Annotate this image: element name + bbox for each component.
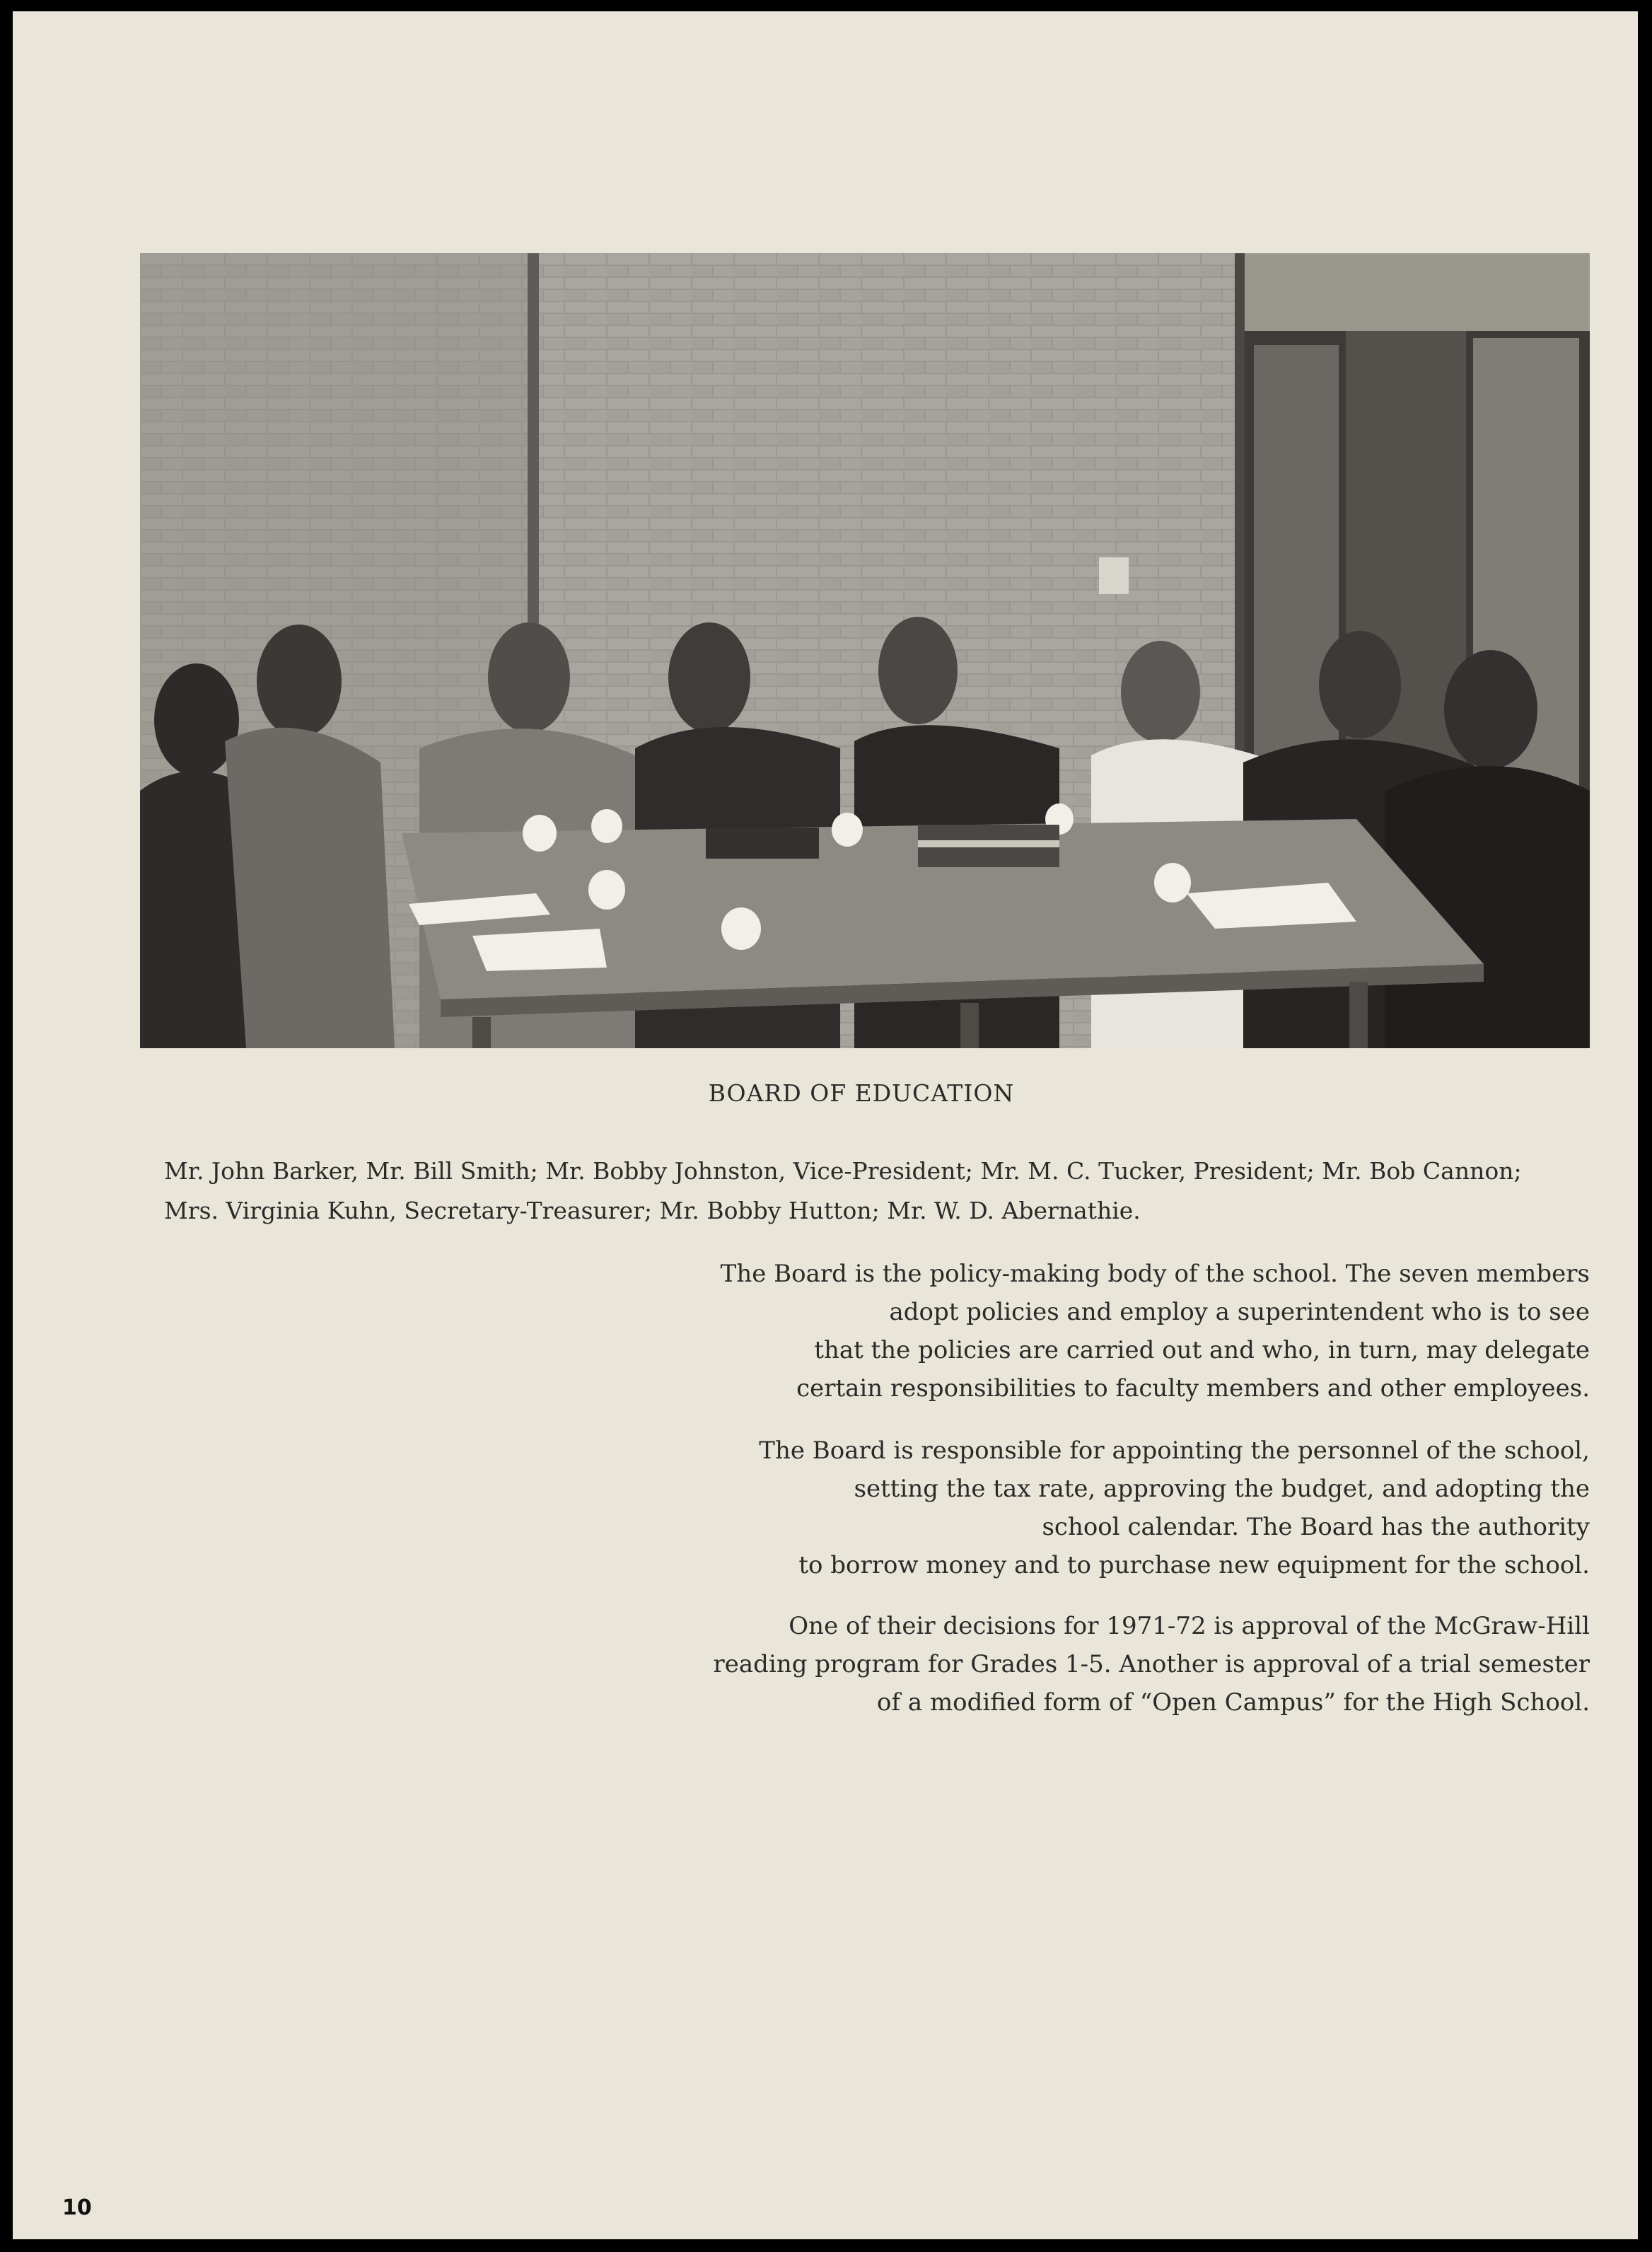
paragraph-line: One of their decisions for 1971-72 is approval of the McGraw-Hill: [789, 1612, 1590, 1640]
names-line: Mrs. Virginia Kuhn, Secretary-Treasurer; Mr. Bobby Hutton; Mr. W. D. Abernathie.: [164, 1197, 1141, 1224]
paragraph-responsibilities: [600, 1432, 1590, 1584]
board-photo: [140, 253, 1590, 1048]
paragraph-line: setting the tax rate, approving the budget, and adopting the: [854, 1475, 1590, 1503]
paragraph-line: school calendar. The Board has the authority: [1042, 1513, 1590, 1541]
paragraph-line: certain responsibilities to faculty members and other employees.: [796, 1374, 1590, 1403]
page-number: 10: [62, 2195, 92, 2220]
board-photo-illustration: [140, 253, 1590, 1048]
paragraph-decisions: [600, 1607, 1590, 1722]
paragraph-line: The Board is the policy-making body of the school. The seven members: [720, 1260, 1590, 1288]
board-member-names: [164, 1151, 1578, 1231]
paragraph-line: adopt policies and employ a superintendent who is to see: [889, 1298, 1590, 1326]
photo-caption: BOARD OF EDUCATION: [708, 1079, 1015, 1107]
paragraph-line: The Board is responsible for appointing the personnel of the school,: [759, 1436, 1590, 1465]
paragraph-line: that the policies are carried out and who, in turn, may delegate: [814, 1336, 1590, 1364]
yearbook-page: [13, 11, 1638, 2239]
paragraph-policy: [600, 1255, 1590, 1408]
paragraph-line: reading program for Grades 1-5. Another is approval of a trial semester: [713, 1650, 1590, 1678]
paragraph-line: to borrow money and to purchase new equipment for the school.: [798, 1551, 1590, 1579]
paragraph-line: of a modified form of “Open Campus” for the High School.: [877, 1688, 1590, 1717]
names-line: Mr. John Barker, Mr. Bill Smith; Mr. Bobby Johnston, Vice-President; Mr. M. C. Tucker, President; Mr. Bob Cannon;: [164, 1157, 1522, 1185]
